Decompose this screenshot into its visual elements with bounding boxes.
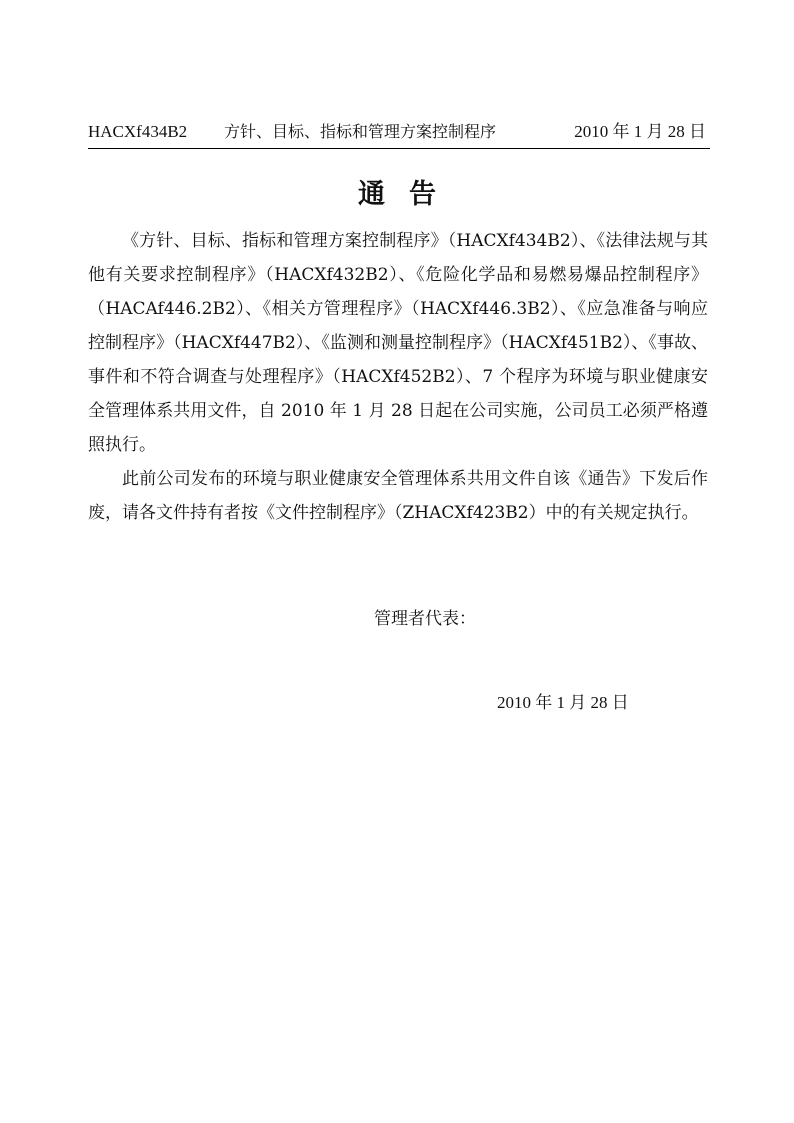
header-date: 2010 年 1 月 28 日 [574,122,706,141]
notice-body [88,224,708,530]
notice-title [0,172,794,211]
signature-date: 2010 年 1 月 28 日 [497,693,629,712]
header-document-code: HACXf434B2 [88,122,188,141]
header-document-title: 方针、目标、指标和管理方案控制程序 [224,122,497,141]
notice-title-text: 通告 [358,179,460,210]
body-paragraph-1: 《方针、目标、指标和管理方案控制程序》（HACXf434B2）、《法律法规与其他有关要求控制程序》（HACXf432B2）、《危险化学品和易燃易爆品控制程序》（HACAf446.2B2）、《相关方管理程序》（HACXf446.3B2）、《应急准备与响应控制程序》（HACXf447B2）、《监测和测量控制程序》（HACXf451B2）、《事故、事件和不符合调查与处理程序》（HACXf452B2）、7 个程序为环境与职业健康安全管理体系共用文件，自 2010 年 1 月 28 日起在公司实施，公司员工必须严格遵照执行。 [88,231,708,455]
body-paragraph-2: 此前公司发布的环境与职业健康安全管理体系共用文件自该《通告》下发后作废，请各文件持有者按《文件控制程序》（ZHACXf423B2）中的有关规定执行。 [88,469,708,523]
management-representative-label: 管理者代表： [374,609,476,629]
page-header [88,118,710,149]
